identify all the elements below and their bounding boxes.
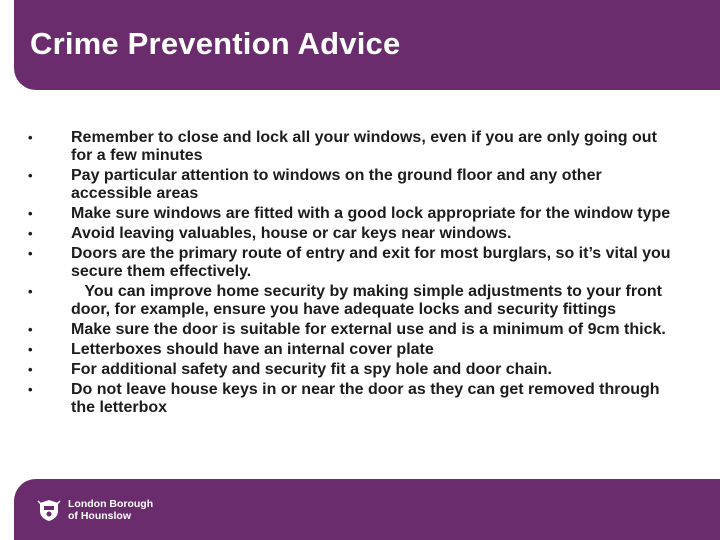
list-item: • Letterboxes should have an internal cover plate [28,341,434,358]
borough-logo [36,497,153,523]
bullet-icon: • [28,168,33,183]
bullet-icon: • [28,130,33,145]
logo-text: London Borough of Hounslow [68,498,154,522]
list-item: • You can improve home security by making simple adjustments to your front door, for example, ensure you have adequate locks and security fittings [28,283,667,318]
bullet-icon: • [28,246,33,261]
bullet-icon: • [28,206,33,221]
list-item: • Make sure the door is suitable for external use and is a minimum of 9cm thick. [28,321,666,338]
list-item: • Avoid leaving valuables, house or car keys near windows. [28,225,512,242]
list-item: • Pay particular attention to windows on the ground floor and any other accessible areas [28,167,602,202]
advice-list [28,129,678,419]
list-item: • Do not leave house keys in or near the door as they can get removed through the letterbox [28,381,660,416]
borough-crest-icon [36,497,62,523]
list-item: • Doors are the primary route of entry and exit for most burglars, so it’s vital you secure them effectively. [28,245,671,280]
list-item: • Make sure windows are fitted with a good lock appropriate for the window type [28,205,671,222]
bullet-icon: • [28,284,33,299]
bullet-icon: • [28,342,33,357]
list-item: • For additional safety and security fit a spy hole and door chain. [28,361,552,378]
bullet-icon: • [28,362,33,377]
footer-bar [14,479,720,540]
list-item: • Remember to close and lock all your windows, even if you are only going out for a few minutes [28,129,657,164]
bullet-icon: • [28,322,33,337]
bullet-icon: • [28,226,33,241]
title-bar [14,0,720,90]
page-title: Crime Prevention Advice [30,26,401,61]
bullet-icon: • [28,382,33,397]
